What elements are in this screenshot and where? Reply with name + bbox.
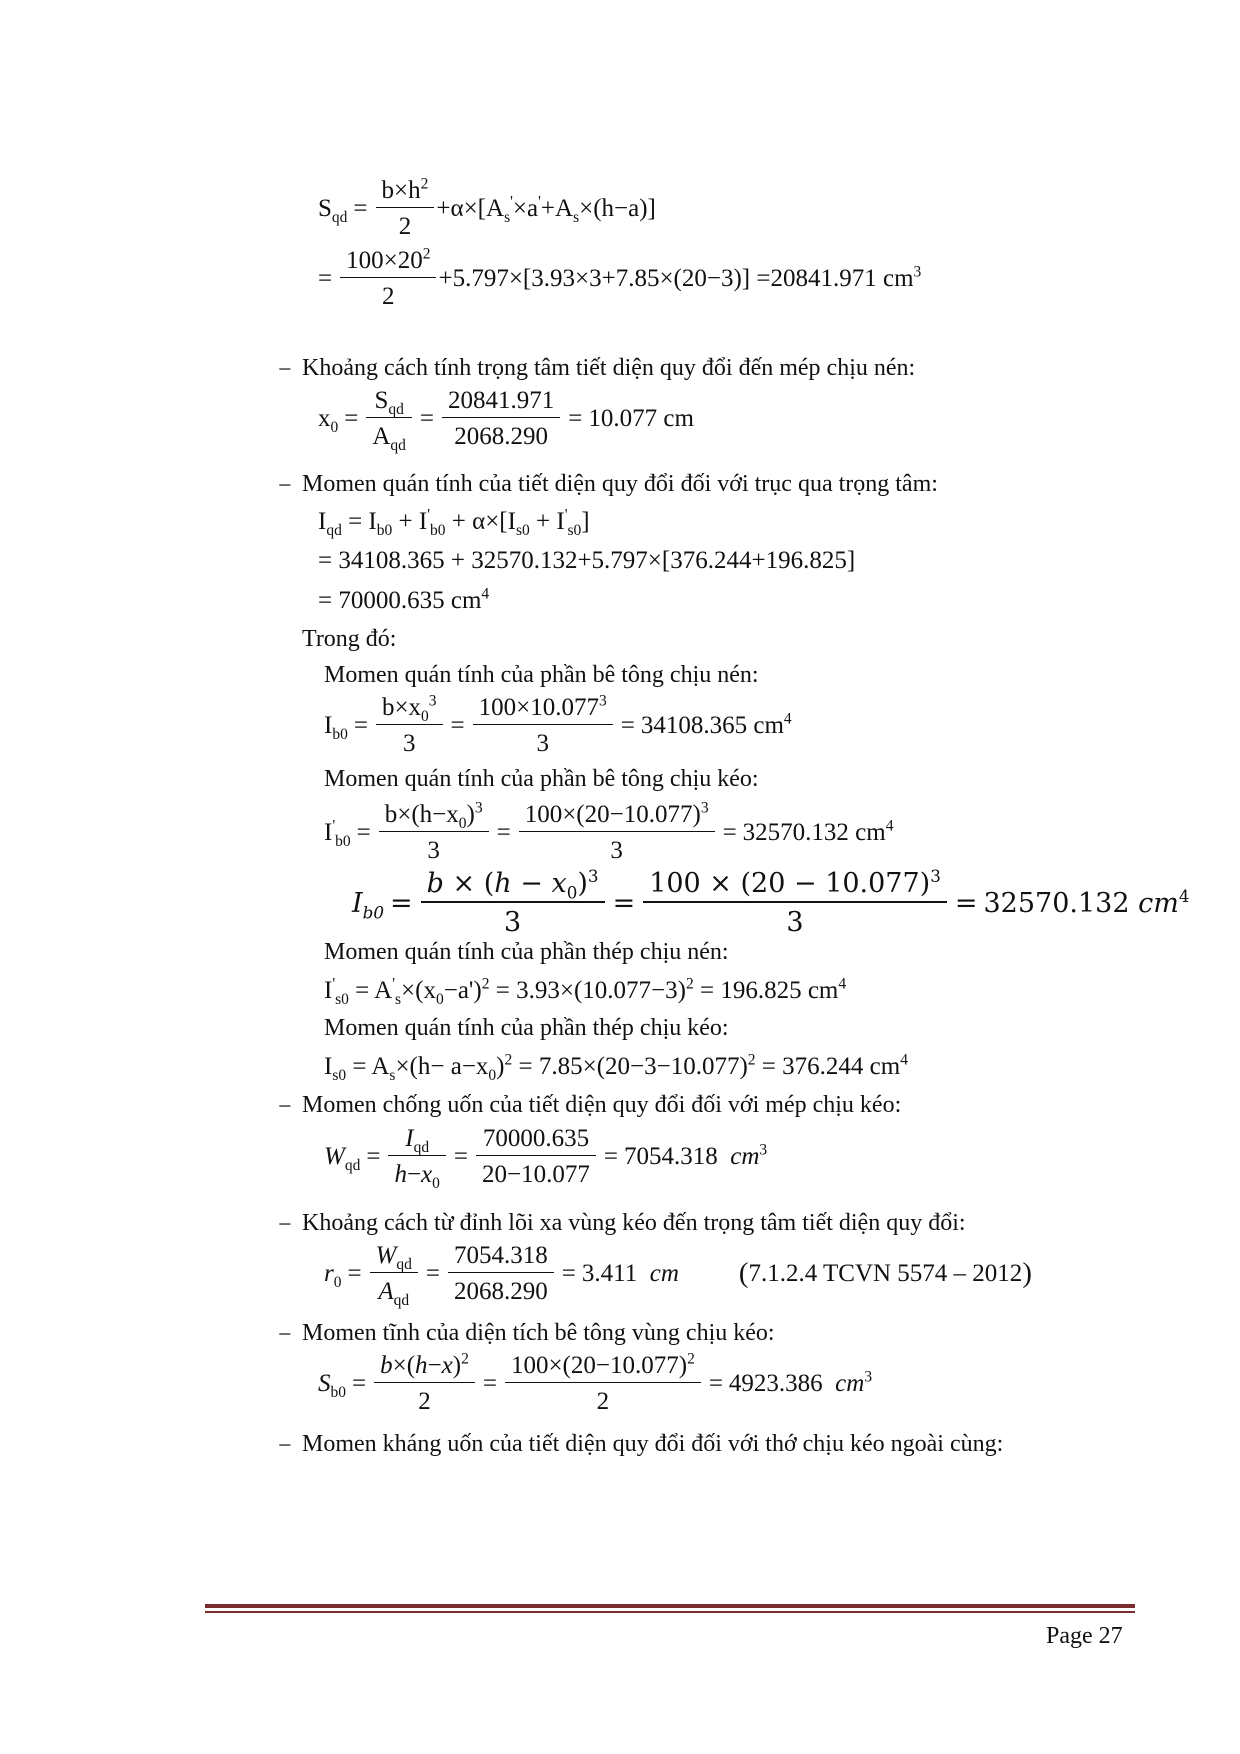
- standard-reference: 7.1.2.4 TCVN 5574 – 2012: [748, 1260, 1023, 1287]
- wqd-formula: $W_{qd}$ = $\frac{I_{qd}}{h-x_0}$ = $\frac{70000.635}{20-10.077}$ = 7054.318 $cm^3$: [324, 1125, 768, 1192]
- sb0-formula: $S_{b0}$ = $\frac{b\times(h-x)^2}{2}$ = $\frac{100\times(20-10.077)^2}{2}$ = 4923.386 $cm^3$: [318, 1350, 873, 1415]
- bullet-resisting-moment: Momen kháng uốn của tiết diện quy đổi đối với thớ chịu kéo ngoài cùng:: [302, 1431, 1004, 1457]
- is0-label: Momen quán tính của phần thép chịu kéo:: [324, 1015, 729, 1041]
- sqd-result: 20841.971: [770, 265, 877, 292]
- r0-formula: $r_0$ = $\frac{W_{qd}}{A_{qd}}$ = $\frac{7054.318}{2068.290}$ = 3.411 cm ( 7.1.2.4 TCVN 5574 – 2012 ): [324, 1242, 1032, 1309]
- ib0-cambria-formula: $I_{b0}$ = $\frac{b \times (h - x_0)^3}{3}$ = $\frac{100 \times (20 - 10.077)^3}{3}$ = 32570.132 $cm^4$: [352, 866, 1190, 938]
- bullet-marker: −: [278, 1433, 292, 1459]
- x0-numerator: 20841.971: [448, 387, 555, 414]
- ib0p-formula: $I'_{b0}$ = $\frac{b\times(h-x_0)^3}{3}$ = $\frac{100\times(20-10.077)^3}{3}$ = 32570.132 $cm^4$: [324, 799, 894, 864]
- bullet-moment-of-inertia: Momen quán tính của tiết diện quy đổi đối với trục qua trọng tâm:: [302, 471, 938, 497]
- is0p-formula: $I'_{s0} = A'_s\times(x_0-a')^2 = 3.93\times(10.077-3)^2 = 196.825$ $cm^4$: [324, 975, 847, 1008]
- bullet-static-moment: Momen tĩnh của diện tích bê tông vùng chịu kéo:: [302, 1320, 775, 1346]
- bullet-marker: −: [278, 473, 292, 499]
- is0-formula: $I_{s0} = A_s\times(h- a-x_0)^2 = 7.85\times(20-3-10.077)^2 = 376.244$ $cm^4$: [324, 1051, 908, 1084]
- footer-rule: [205, 1604, 1135, 1608]
- iqd-formula: $I_{qd} = I_{b0} + I'_{b0} + \alpha\times[I_{s0} + I'_{s0}]$: [318, 506, 590, 539]
- ib0-label: Momen quán tính của phần bê tông chịu nén:: [324, 662, 759, 688]
- sb0-result: 4923.386: [728, 1370, 823, 1397]
- iqd-line2: = 34108.365 + 32570.132+5.797×[376.244+196.825]: [318, 547, 856, 574]
- bullet-core-distance: Khoảng cách từ đỉnh lõi xa vùng kéo đến trọng tâm tiết diện quy đổi:: [302, 1210, 966, 1236]
- x0-denominator: 2068.290: [442, 417, 560, 449]
- wqd-result: 7054.318: [623, 1143, 718, 1170]
- ib0-result: 34108.365: [640, 712, 748, 739]
- footer-rule-thin: [205, 1611, 1135, 1613]
- iqd-line3: = 70000.635 $cm^4$: [318, 585, 490, 614]
- ib0-formula: $I_{b0}$ = $\frac{b\times x_0^3}{3}$ = $\frac{100\times 10.077^3}{3}$ = 34108.365 $cm^4$: [324, 692, 792, 757]
- r0-result: 3.411: [581, 1260, 638, 1287]
- bullet-centroid-distance: Khoảng cách tính trọng tâm tiết diện quy đổi đến mép chịu nén:: [302, 355, 916, 381]
- sqd-formula: $S_{qd}$ = $\frac{b\times h^2}{2}$ $+\alpha\times[A_s'\times a'+A_s\times(h-a)]$: [318, 175, 656, 240]
- bullet-section-modulus: Momen chống uốn của tiết diện quy đổi đối với mép chịu kéo:: [302, 1092, 902, 1118]
- sqd-substitution: = $\frac{100\times 20^2}{2}$ +5.797×[3.93×3+7.85×(20−3)] = 20841.971 $cm^3$: [318, 245, 922, 310]
- ib0p-result: 32570.132: [742, 819, 849, 846]
- bullet-marker: −: [278, 357, 292, 383]
- is0-result: 376.244: [782, 1053, 864, 1080]
- ib0p-label: Momen quán tính của phần bê tông chịu kéo:: [324, 766, 759, 792]
- is0p-result: 196.825: [720, 977, 802, 1004]
- trong-do-label: Trong đó:: [302, 626, 397, 652]
- bullet-marker: −: [278, 1212, 292, 1238]
- x0-result: 10.077: [588, 405, 658, 432]
- x0-formula: $x_0$ = $\frac{S_{qd}}{A_{qd}}$ = $\frac{20841.971}{2068.290}$ = 10.077 cm: [318, 387, 694, 454]
- is0p-label: Momen quán tính của phần thép chịu nén:: [324, 939, 729, 965]
- page-number: Page 27: [1046, 1623, 1123, 1649]
- bullet-marker: −: [278, 1094, 292, 1120]
- bullet-marker: −: [278, 1322, 292, 1348]
